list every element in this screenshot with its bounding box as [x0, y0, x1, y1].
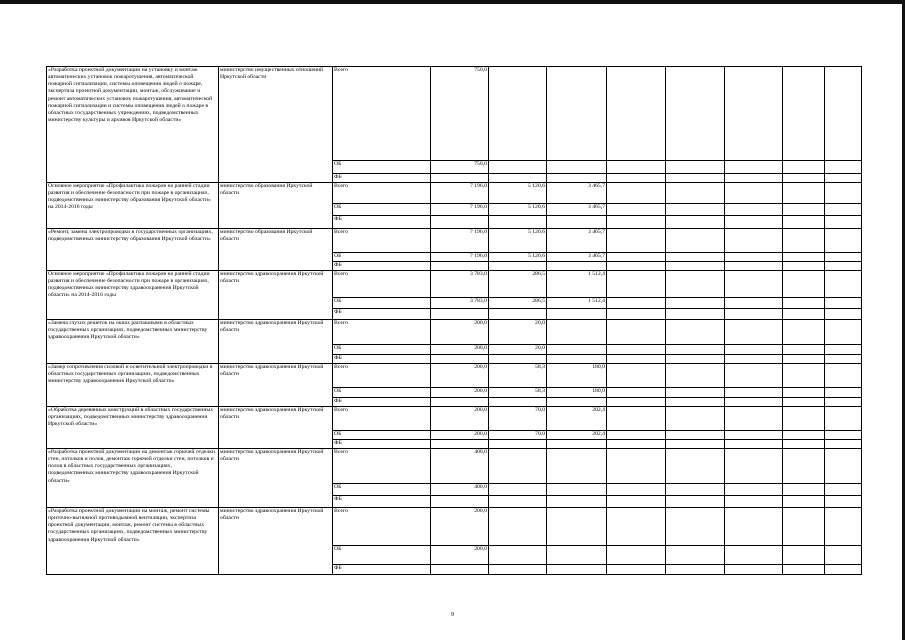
amount-cell	[489, 161, 547, 174]
amount-cell: 20,0	[489, 345, 547, 355]
amount-cell	[725, 345, 783, 355]
amount-cell	[547, 484, 607, 496]
amount-cell	[666, 216, 725, 229]
amount-cell	[783, 388, 825, 398]
amount-cell	[825, 440, 862, 449]
amount-cell	[783, 407, 825, 431]
amount-cell	[431, 398, 489, 407]
amount-cell	[783, 204, 825, 216]
amount-cell	[489, 440, 547, 449]
amount-cell	[666, 229, 725, 253]
amount-cell	[666, 320, 725, 345]
table-row	[47, 407, 862, 431]
amount-cell	[825, 262, 862, 271]
amount-cell	[607, 320, 666, 345]
table-row	[47, 508, 862, 546]
amount-cell	[607, 253, 666, 262]
amount-cell	[489, 508, 547, 546]
amount-cell	[607, 216, 666, 229]
funding-source: Всего	[333, 364, 431, 388]
amount-cell	[783, 484, 825, 496]
amount-cell	[607, 388, 666, 398]
funding-source: ФБ	[333, 309, 431, 320]
amount-cell: 5 120,6	[489, 183, 547, 204]
amount-cell	[725, 229, 783, 253]
amount-cell	[666, 364, 725, 388]
table-row	[47, 320, 862, 345]
amount-cell: 200,0	[431, 364, 489, 388]
amount-cell	[666, 355, 725, 364]
amount-cell	[825, 298, 862, 309]
amount-cell	[666, 431, 725, 440]
amount-cell	[725, 449, 783, 484]
amount-cell	[489, 262, 547, 271]
amount-cell	[825, 271, 862, 298]
amount-cell	[607, 565, 666, 575]
amount-cell: 400,0	[431, 484, 489, 496]
activity-name: «Разработка проектной документации на установку и монтаж автоматических установок пожаротушения, автоматической пожарной сигнализации, системы оповещения людей о пожаре, экспертиза проектной документации, монтаж, обслуживание и ремонт автоматических установок пожаротушения, автоматической пожарной сигнализации и системы оповещения людей о пожаре в областных государственных учреждениях, подведомственных министерству культуры и архивов Иркутской области»	[47, 67, 219, 183]
amount-cell: 3 465,7	[547, 183, 607, 204]
amount-cell	[431, 565, 489, 575]
amount-cell	[725, 253, 783, 262]
amount-cell	[666, 345, 725, 355]
amount-cell	[489, 449, 547, 484]
amount-cell: 200,0	[431, 345, 489, 355]
amount-cell	[825, 565, 862, 575]
funding-source: ФБ	[333, 440, 431, 449]
amount-cell	[431, 440, 489, 449]
amount-cell	[607, 309, 666, 320]
amount-cell	[431, 496, 489, 508]
amount-cell	[607, 496, 666, 508]
activity-name: «Ремонт, замена электропроводки в государственных организациях, подведомственных министерству образования Иркутской области»	[47, 229, 219, 271]
amount-cell	[547, 174, 607, 183]
executor: министерство здравоохранения Иркутской области	[219, 449, 333, 508]
amount-cell	[783, 67, 825, 161]
amount-cell: 3 783,0	[431, 271, 489, 298]
executor: министерство имущественных отношений Иркутской области	[219, 67, 333, 183]
amount-cell	[783, 320, 825, 345]
amount-cell	[489, 355, 547, 364]
amount-cell	[547, 355, 607, 364]
amount-cell	[783, 216, 825, 229]
amount-cell	[725, 364, 783, 388]
amount-cell	[607, 262, 666, 271]
activity-name: «Замер сопротивления силовой и осветительной электропроводки в областных государственных организациях, подведомственных министерству здравоохранения Иркутской области»	[47, 364, 219, 407]
amount-cell	[607, 345, 666, 355]
amount-cell	[607, 546, 666, 565]
funding-source: Всего	[333, 407, 431, 431]
amount-cell: 3 465,7	[547, 253, 607, 262]
amount-cell	[825, 388, 862, 398]
amount-cell	[431, 174, 489, 183]
amount-cell: 200,0	[431, 546, 489, 565]
amount-cell	[547, 508, 607, 546]
amount-cell	[607, 355, 666, 364]
amount-cell	[666, 398, 725, 407]
amount-cell	[666, 271, 725, 298]
amount-cell: 200,0	[431, 431, 489, 440]
amount-cell	[607, 440, 666, 449]
amount-cell	[725, 565, 783, 575]
amount-cell	[783, 398, 825, 407]
amount-cell: 400,0	[431, 449, 489, 484]
funding-source: ОБ	[333, 546, 431, 565]
amount-cell	[607, 407, 666, 431]
amount-cell: 180,0	[547, 364, 607, 388]
amount-cell: 200,0	[431, 388, 489, 398]
amount-cell: 7 196,0	[431, 183, 489, 204]
amount-cell: 5 120,6	[489, 229, 547, 253]
amount-cell	[725, 204, 783, 216]
activity-name: «Обработка деревянных конструкций в областных государственных организациях, подведомственных министерству здравоохранения Иркутской области»	[47, 407, 219, 449]
amount-cell	[607, 229, 666, 253]
table-row	[47, 271, 862, 298]
amount-cell	[783, 271, 825, 298]
amount-cell	[725, 271, 783, 298]
amount-cell	[725, 440, 783, 449]
amount-cell: 70,0	[489, 431, 547, 440]
amount-cell: 180,0	[547, 388, 607, 398]
activity-name: Основное мероприятие «Профилактика пожаров на ранней стадии развития и обеспечение безопасности при пожаре в организациях, подведомственных министерству образования Иркутской области» на 2014-2016 годы	[47, 183, 219, 229]
program-table	[46, 66, 862, 575]
amount-cell	[666, 262, 725, 271]
amount-cell	[783, 449, 825, 484]
amount-cell	[725, 496, 783, 508]
amount-cell	[666, 449, 725, 484]
funding-source: ОБ	[333, 298, 431, 309]
amount-cell: 5 120,6	[489, 253, 547, 262]
amount-cell	[666, 407, 725, 431]
amount-cell	[489, 67, 547, 161]
executor: министерство образования Иркутской области	[219, 229, 333, 271]
amount-cell	[725, 407, 783, 431]
amount-cell	[607, 398, 666, 407]
amount-cell	[725, 355, 783, 364]
amount-cell	[825, 364, 862, 388]
amount-cell	[725, 320, 783, 345]
funding-source: ФБ	[333, 216, 431, 229]
amount-cell	[783, 161, 825, 174]
amount-cell	[825, 253, 862, 262]
amount-cell	[666, 388, 725, 398]
amount-cell: 7 196,0	[431, 204, 489, 216]
amount-cell: 58,3	[489, 388, 547, 398]
executor: министерство здравоохранения Иркутской области	[219, 407, 333, 449]
amount-cell	[431, 355, 489, 364]
amount-cell	[825, 320, 862, 345]
amount-cell	[825, 174, 862, 183]
amount-cell	[666, 440, 725, 449]
amount-cell: 5 120,6	[489, 204, 547, 216]
amount-cell: 200,0	[431, 320, 489, 345]
amount-cell	[825, 508, 862, 546]
amount-cell: 58,3	[489, 364, 547, 388]
amount-cell	[607, 298, 666, 309]
amount-cell	[547, 67, 607, 161]
amount-cell	[547, 496, 607, 508]
funding-source: Всего	[333, 508, 431, 546]
amount-cell	[547, 565, 607, 575]
amount-cell: 7 196,0	[431, 253, 489, 262]
amount-cell: 3 783,0	[431, 298, 489, 309]
table-row	[47, 183, 862, 204]
funding-source: ОБ	[333, 161, 431, 174]
amount-cell	[607, 271, 666, 298]
amount-cell	[825, 496, 862, 508]
funding-source: ОБ	[333, 484, 431, 496]
amount-cell	[783, 345, 825, 355]
amount-cell	[547, 309, 607, 320]
amount-cell	[725, 183, 783, 204]
activity-name: «Разработка проектной документации на монтаж, ремонт системы приточно-вытяжной противодымной вентиляции, экспертиза проектной документации, монтаж, ремонт системы в областных государственных организациях, подведомственных министерству здравоохранения Иркутской области»	[47, 508, 219, 575]
amount-cell	[825, 407, 862, 431]
amount-cell	[825, 183, 862, 204]
amount-cell	[547, 262, 607, 271]
amount-cell	[725, 398, 783, 407]
amount-cell	[725, 546, 783, 565]
amount-cell	[431, 216, 489, 229]
amount-cell: 200,0	[431, 508, 489, 546]
amount-cell	[825, 161, 862, 174]
amount-cell	[489, 174, 547, 183]
amount-cell: 750,0	[431, 161, 489, 174]
amount-cell	[825, 431, 862, 440]
amount-cell	[489, 309, 547, 320]
amount-cell	[666, 253, 725, 262]
amount-cell	[825, 484, 862, 496]
amount-cell	[825, 216, 862, 229]
amount-cell	[666, 484, 725, 496]
funding-source: Всего	[333, 449, 431, 484]
amount-cell	[783, 355, 825, 364]
amount-cell	[783, 496, 825, 508]
funding-source: Всего	[333, 183, 431, 204]
amount-cell: 70,0	[489, 407, 547, 431]
amount-cell	[725, 161, 783, 174]
amount-cell	[783, 431, 825, 440]
amount-cell	[666, 508, 725, 546]
amount-cell	[666, 174, 725, 183]
amount-cell	[666, 161, 725, 174]
amount-cell	[666, 298, 725, 309]
amount-cell	[489, 565, 547, 575]
amount-cell: 7 196,0	[431, 229, 489, 253]
amount-cell	[666, 309, 725, 320]
amount-cell: 286,5	[489, 298, 547, 309]
amount-cell	[825, 449, 862, 484]
table-row	[47, 67, 862, 161]
amount-cell	[489, 484, 547, 496]
amount-cell: 3 465,7	[547, 229, 607, 253]
funding-source: Всего	[333, 67, 431, 161]
amount-cell	[783, 262, 825, 271]
amount-cell	[547, 161, 607, 174]
amount-cell: 202,4	[547, 407, 607, 431]
amount-cell	[607, 183, 666, 204]
amount-cell	[666, 183, 725, 204]
amount-cell	[783, 309, 825, 320]
amount-cell	[666, 67, 725, 161]
amount-cell	[547, 546, 607, 565]
funding-source: ФБ	[333, 496, 431, 508]
amount-cell	[825, 204, 862, 216]
amount-cell	[783, 546, 825, 565]
funding-source: ФБ	[333, 174, 431, 183]
amount-cell: 3 465,7	[547, 204, 607, 216]
amount-cell	[607, 364, 666, 388]
amount-cell	[666, 565, 725, 575]
funding-source: ФБ	[333, 398, 431, 407]
amount-cell: 202,4	[547, 431, 607, 440]
amount-cell	[725, 388, 783, 398]
funding-source: Всего	[333, 229, 431, 253]
amount-cell	[783, 174, 825, 183]
amount-cell	[607, 508, 666, 546]
activity-name: «Разработка проектной документации на демонтаж горючей отделки стен, потолков и полов, демонтаж горючей отделки стен, потолков и полов в областных государственных организациях, подведомственных министерству здравоохранения Иркутской области»	[47, 449, 219, 508]
amount-cell	[825, 67, 862, 161]
amount-cell	[725, 174, 783, 183]
amount-cell	[607, 174, 666, 183]
amount-cell	[489, 398, 547, 407]
funding-source: ОБ	[333, 431, 431, 440]
funding-source: ОБ	[333, 345, 431, 355]
amount-cell: 1 512,4	[547, 271, 607, 298]
amount-cell	[607, 161, 666, 174]
amount-cell	[783, 508, 825, 546]
amount-cell	[607, 67, 666, 161]
funding-source: ФБ	[333, 355, 431, 364]
page-number: 9	[451, 612, 454, 618]
amount-cell	[431, 309, 489, 320]
executor: министерство образования Иркутской области	[219, 183, 333, 229]
amount-cell	[725, 431, 783, 440]
amount-cell	[547, 398, 607, 407]
amount-cell	[666, 204, 725, 216]
amount-cell	[783, 298, 825, 309]
activity-name: «Замена глухих решеток на окнах распашными в областных государственных организациях, подведомственных министерству здравоохранения Иркутской области»	[47, 320, 219, 364]
amount-cell	[825, 309, 862, 320]
amount-cell	[547, 320, 607, 345]
funding-source: ФБ	[333, 565, 431, 575]
amount-cell	[783, 565, 825, 575]
funding-source: ФБ	[333, 262, 431, 271]
funding-source: ОБ	[333, 253, 431, 262]
amount-cell: 1 512,4	[547, 298, 607, 309]
amount-cell	[783, 253, 825, 262]
amount-cell	[607, 431, 666, 440]
scan-top-edge	[0, 0, 905, 4]
amount-cell	[783, 229, 825, 253]
funding-source: Всего	[333, 271, 431, 298]
amount-cell	[825, 398, 862, 407]
amount-cell	[547, 449, 607, 484]
amount-cell	[489, 496, 547, 508]
amount-cell	[666, 546, 725, 565]
amount-cell	[547, 345, 607, 355]
amount-cell	[607, 449, 666, 484]
table-row	[47, 229, 862, 253]
executor: министерство здравоохранения Иркутской области	[219, 364, 333, 407]
amount-cell: 200,0	[431, 407, 489, 431]
amount-cell	[725, 216, 783, 229]
amount-cell	[725, 67, 783, 161]
amount-cell	[607, 484, 666, 496]
amount-cell	[725, 298, 783, 309]
activity-name: Основное мероприятие «Профилактика пожаров на ранней стадии развития и обеспечение безопасности при пожаре в организациях, подведомственных министерству здравоохранения Иркутской области» на 2014-2016 годы	[47, 271, 219, 320]
amount-cell	[666, 496, 725, 508]
amount-cell: 286,5	[489, 271, 547, 298]
amount-cell	[725, 508, 783, 546]
amount-cell	[547, 216, 607, 229]
amount-cell	[783, 183, 825, 204]
amount-cell: 750,0	[431, 67, 489, 161]
amount-cell	[489, 216, 547, 229]
amount-cell	[783, 440, 825, 449]
table-row	[47, 449, 862, 484]
executor: министерство здравоохранения Иркутской области	[219, 320, 333, 364]
amount-cell	[825, 546, 862, 565]
executor: министерство здравоохранения Иркутской области	[219, 271, 333, 320]
executor: министерство здравоохранения Иркутской области	[219, 508, 333, 575]
amount-cell	[547, 440, 607, 449]
amount-cell: 20,0	[489, 320, 547, 345]
amount-cell	[431, 262, 489, 271]
amount-cell	[607, 204, 666, 216]
amount-cell	[489, 546, 547, 565]
amount-cell	[825, 355, 862, 364]
amount-cell	[825, 229, 862, 253]
funding-source: ОБ	[333, 204, 431, 216]
funding-source: Всего	[333, 320, 431, 345]
amount-cell	[825, 345, 862, 355]
amount-cell	[725, 262, 783, 271]
amount-cell	[725, 309, 783, 320]
funding-source: ОБ	[333, 388, 431, 398]
amount-cell	[783, 364, 825, 388]
table-row	[47, 364, 862, 388]
amount-cell	[725, 484, 783, 496]
